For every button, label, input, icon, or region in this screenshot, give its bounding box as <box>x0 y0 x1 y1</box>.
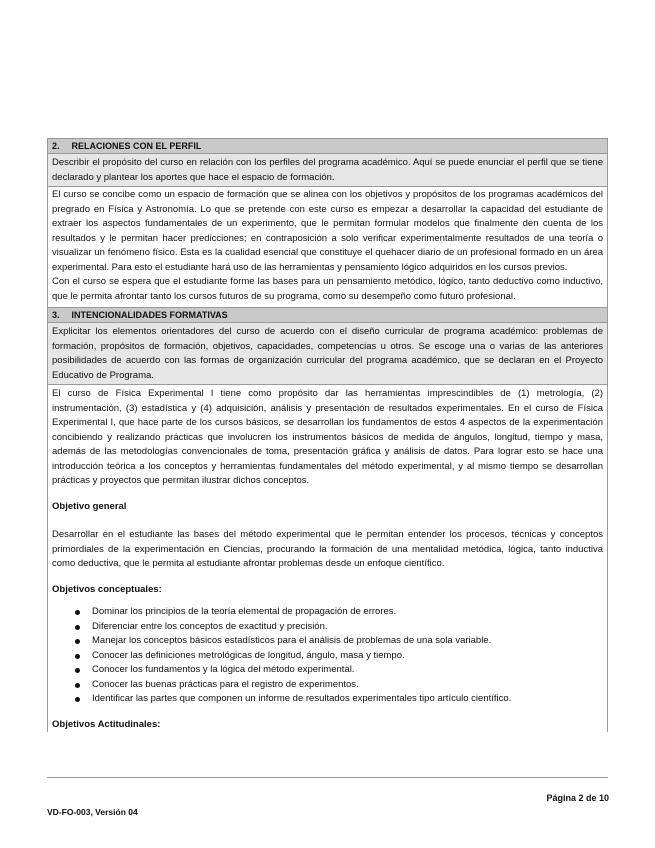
list-item: Conocer las buenas prácticas para el registro de experimentos. <box>92 678 603 693</box>
section-3-body <box>48 385 607 732</box>
document-code: VD-FO-003, Versión 04 <box>47 807 138 817</box>
section-2-header <box>48 138 607 154</box>
section-3-instructions: Explicitar los elementos orientadores del curso de acuerdo con el diseño curricular de programa académico: problemas de formación, propósitos de formación, objetivos, capacidades, competencias u otros. Se escoge una o varias de las anteriores posibilidades de acuerdo con las formas de organización curricular del programa académico, que se declaran en el Proyecto Educativo de Programa. <box>48 323 607 385</box>
page-number: Página 2 de 10 <box>546 793 609 803</box>
section-title: RELACIONES CON EL PERFIL <box>71 141 202 151</box>
section-title: INTENCIONALIDADES FORMATIVAS <box>71 310 228 320</box>
section-2-body <box>48 187 607 307</box>
list-item: Identificar las partes que componen un informe de resultados experimentales tipo artículo científico. <box>92 692 603 707</box>
paragraph: El curso se concibe como un espacio de formación que se alinea con los objetivos y propósitos de los programas académicos del pregrado en Física y Astronomía. Lo que se pretende con este curso es empezar a desarrollar la capacidad del estudiante de extraer los aspectos fundamentales de un experimento, que le permitan formular modelos que finalmente den cuenta de los resultados y le permitan hacer predicciones; en contraposición a solo verificar experimentalmente resultados de una teoría o visualizar un fenómeno físico. Esta es la cualidad esencial que constituye el quehacer diario de un profesional formado en un área experimental. Para esto el estudiante hará uso de las herramientas y pensamiento lógico adquiridos en los cursos previos. <box>52 189 603 273</box>
document-table <box>47 138 608 732</box>
list-item: Diferenciar entre los conceptos de exactitud y precisión. <box>92 620 603 635</box>
general-objective-heading: Objetivo general <box>52 500 127 512</box>
list-item: Conocer los fundamentos y la lógica del método experimental. <box>92 663 603 678</box>
section-number: 2. <box>52 141 60 151</box>
attitudinal-objectives-heading: Objetivos Actitudinales: <box>52 718 161 730</box>
paragraph: Con el curso se espera que el estudiante forme las bases para un pensamiento metódico, lógico, tanto deductivo como inductivo, que le permita afrontar tanto los cursos futuros de su programa, como su desempeño como futuro profesional. <box>52 276 603 302</box>
section-2-instructions: Describir el propósito del curso en relación con los perfiles del programa académico. Aquí se puede enunciar el perfil que se tiene declarado y plantear los aportes que hace el espacio de formación. <box>48 154 607 187</box>
section-3-header <box>48 307 607 323</box>
conceptual-objectives-list <box>52 605 603 707</box>
conceptual-objectives-heading: Objetivos conceptuales: <box>52 583 162 595</box>
table-bottom-border <box>47 777 608 778</box>
list-item: Dominar los principios de la teoría elemental de propagación de errores. <box>92 605 603 620</box>
list-item: Manejar los conceptos básicos estadísticos para el análisis de problemas de una sola variable. <box>92 634 603 649</box>
list-item: Conocer las definiciones metrológicas de longitud, ángulo, masa y tiempo. <box>92 649 603 664</box>
intro-paragraph: El curso de Física Experimental I tiene como propósito dar las herramientas imprescindibles de (1) metrología, (2) instrumentación, (3) estadística y (4) adquisición, análisis y presentación de resultados experimentales. En el curso de Física Experimental I, que hace parte de los cursos básicos, se desarrollan los fundamentos de estos 4 aspectos de la experimentación concibiendo y realizando prácticas que involucren los instrumentos básicos de medida de ángulos, longitud, tiempo y masa, además de las metodologías convencionales de toma, presentación gráfica y análisis de datos. Para lograr esto se hace una introducción teórica a los conceptos y herramientas fundamentales del método experimental, y al mismo tiempo se desarrollan prácticas y proyectos que permitan ilustrar dichos conceptos. <box>52 388 603 486</box>
general-objective-text: Desarrollar en el estudiante las bases del método experimental que le permitan entender los procesos, técnicas y conceptos primordiales de la experimentación en Ciencias, procurando la formación de una mentalidad metódica, lógica, tanto inductiva como deductiva, que le permita al estudiante afrontar problemas desde un enfoque científico. <box>52 529 603 569</box>
section-number: 3. <box>52 310 60 320</box>
